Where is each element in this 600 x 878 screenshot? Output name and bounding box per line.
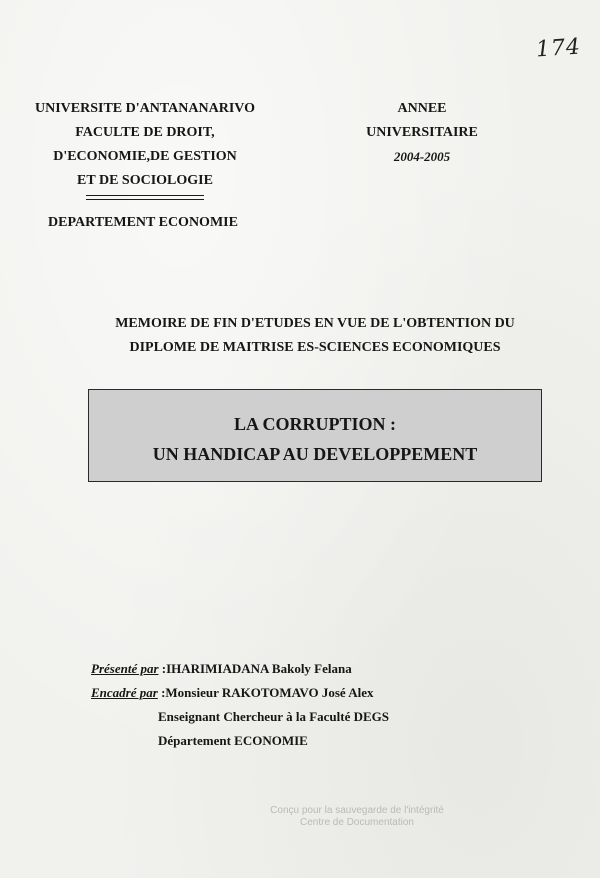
supervised-by-value: :Monsieur RAKOTOMAVO José Alex bbox=[157, 685, 374, 700]
university-name: UNIVERSITE D'ANTANANARIVO bbox=[35, 101, 255, 116]
memoire-line-1: MEMOIRE DE FIN D'ETUDES EN VUE DE L'OBTENTION DU bbox=[115, 316, 515, 331]
presented-by-value: :IHARIMIADANA Bakoly Felana bbox=[158, 661, 352, 676]
handwritten-page-number: 174 bbox=[535, 34, 582, 63]
faded-stamp bbox=[252, 805, 462, 829]
academic-year-block bbox=[342, 97, 502, 169]
supervised-by-label: Encadré par bbox=[91, 685, 158, 700]
memoire-description bbox=[80, 312, 550, 360]
thesis-title-line-2: UN HANDICAP AU DEVELOPPEMENT bbox=[152, 444, 478, 464]
stamp-line-1: Conçu pour la sauvegarde de l'intégrité bbox=[270, 805, 444, 816]
faculty-line-1: FACULTE DE DROIT, bbox=[75, 125, 215, 140]
header-divider bbox=[86, 195, 204, 200]
academic-year-label: ANNEE UNIVERSITAIRE bbox=[366, 101, 478, 140]
department-name: DEPARTEMENT ECONOMIE bbox=[48, 215, 238, 230]
faculty-line-2: D'ECONOMIE,DE GESTION bbox=[53, 149, 237, 164]
supervisor-role: Enseignant Chercheur à la Faculté DEGS bbox=[158, 709, 390, 724]
academic-year-value: 2004-2005 bbox=[393, 149, 451, 164]
supervised-by-row bbox=[91, 681, 389, 705]
university-header bbox=[30, 97, 260, 200]
stamp-line-2: Centre de Documentation bbox=[300, 817, 414, 828]
thesis-title-box bbox=[88, 389, 542, 482]
thesis-title-line-1: LA CORRUPTION : bbox=[233, 414, 396, 434]
credits-block bbox=[91, 657, 389, 753]
presented-by-row bbox=[91, 657, 389, 681]
memoire-line-2: DIPLOME DE MAITRISE ES-SCIENCES ECONOMIQUES bbox=[129, 340, 501, 355]
faculty-line-3: ET DE SOCIOLOGIE bbox=[77, 173, 213, 188]
presented-by-label: Présenté par bbox=[91, 661, 159, 676]
supervisor-department: Département ECONOMIE bbox=[158, 733, 308, 748]
